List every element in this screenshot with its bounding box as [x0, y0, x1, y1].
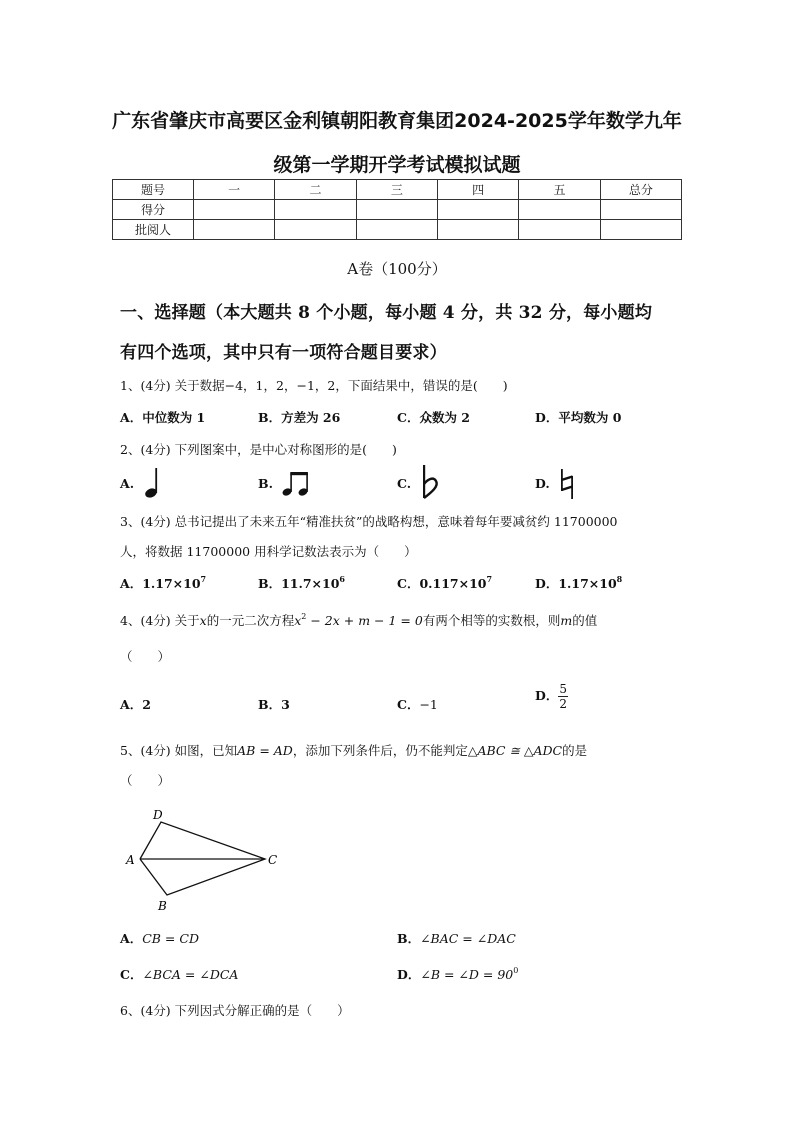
vertex-label-d: D	[153, 808, 163, 822]
math-expression: x	[294, 613, 302, 628]
score-cell	[275, 200, 356, 220]
score-cell	[275, 220, 356, 240]
score-cell	[194, 200, 275, 220]
stem-text: 的是	[562, 743, 588, 758]
option-label: D．	[535, 576, 559, 591]
question-4-stem	[120, 611, 597, 629]
option-math: CB = CD	[142, 931, 199, 946]
q2-option-d[interactable]	[535, 476, 550, 491]
question-4-paren: （ ）	[120, 649, 171, 664]
math-expression: AB = AD	[237, 743, 293, 758]
question-5-paren: （ ）	[120, 773, 171, 788]
question-3-stem-line-1: 3、(4分) 总书记提出了未来五年“精准扶贫”的战略构想，意味着每年要减贫约 11700000	[120, 514, 618, 529]
score-row-label: 批阅人	[113, 220, 194, 240]
q3-option-c[interactable]	[397, 574, 492, 592]
q4-option-d[interactable]	[535, 682, 568, 711]
score-header-cell: 题号	[113, 180, 194, 200]
option-label: B．	[258, 576, 282, 591]
option-text: 1.17×10	[142, 576, 201, 591]
option-math: ∠BCA = ∠DCA	[142, 967, 239, 982]
option-label: B．	[397, 931, 421, 946]
q3-option-d[interactable]	[535, 574, 622, 592]
exponent: 7	[200, 574, 207, 584]
score-header-cell: 二	[275, 180, 356, 200]
section-1-heading-line-2: 有四个选项，其中只有一项符合题目要求）	[120, 343, 447, 363]
question-6-stem: 6、(4分) 下列因式分解正确的是（ ）	[120, 1003, 350, 1018]
stem-text: 的值	[572, 613, 598, 628]
option-label: C．	[397, 697, 420, 712]
score-cell	[437, 200, 518, 220]
q1-option-b[interactable]	[258, 408, 340, 426]
fraction-denominator: 2	[559, 697, 567, 711]
stem-text: ，添加下列条件后，仍不能判定	[292, 743, 468, 758]
score-cell	[519, 200, 600, 220]
stem-text: 4、(4分) 关于	[120, 613, 200, 628]
q4-option-b[interactable]	[258, 695, 290, 713]
option-label: A.	[120, 476, 135, 491]
option-label: D．	[535, 688, 559, 703]
option-label: A．	[120, 576, 143, 591]
score-cell	[519, 220, 600, 240]
q2-option-b[interactable]	[258, 476, 273, 491]
score-table-header-row	[113, 180, 682, 200]
option-label: C．	[120, 967, 143, 982]
q1-option-a[interactable]	[120, 408, 205, 426]
math-variable: m	[560, 613, 573, 628]
exponent: 8	[616, 574, 623, 584]
score-cell	[600, 220, 681, 240]
option-label: A．	[120, 931, 143, 946]
q5-option-b[interactable]	[397, 929, 516, 947]
triangle-figure	[120, 800, 290, 915]
math-expression: △ABC ≅ △ADC	[467, 743, 563, 758]
exponent: 0	[513, 966, 519, 975]
option-text: 3	[281, 697, 290, 712]
question-5-stem	[120, 741, 587, 759]
option-label: B．	[258, 410, 282, 425]
option-text: 2	[142, 697, 151, 712]
question-2-stem: 2、(4分) 下列图案中，是中心对称图形的是( )	[120, 442, 397, 457]
score-row-label: 得分	[113, 200, 194, 220]
option-math: ∠B = ∠D = 90	[420, 967, 514, 982]
option-label: B．	[258, 697, 282, 712]
fraction	[558, 682, 568, 711]
option-text: 方差为 26	[281, 410, 341, 425]
score-table-row	[113, 200, 682, 220]
question-3-stem-line-2: 人，将数据 11700000 用科学记数法表示为（ ）	[120, 544, 417, 559]
score-header-cell: 三	[356, 180, 437, 200]
q5-option-d[interactable]	[397, 965, 518, 983]
option-text: 众数为 2	[419, 410, 471, 425]
natural-sign-icon	[558, 468, 578, 500]
option-label: C．	[397, 410, 420, 425]
q1-option-d[interactable]	[535, 408, 621, 426]
score-header-cell: 五	[519, 180, 600, 200]
math-variable: x	[199, 613, 207, 628]
flat-sign-icon	[418, 464, 442, 500]
stem-text: 5、(4分) 如图，已知	[120, 743, 238, 758]
score-cell	[600, 200, 681, 220]
q3-option-b[interactable]	[258, 574, 345, 592]
option-label: D.	[535, 476, 550, 491]
exponent: 6	[339, 574, 345, 584]
title-line-2: 级第一学期开学考试模拟试题	[273, 154, 521, 176]
score-cell	[194, 220, 275, 240]
stem-text: 有两个相等的实数根，则	[422, 613, 561, 628]
option-label: D．	[535, 410, 559, 425]
question-1-stem: 1、(4分) 关于数据−4，1，2，−1，2，下面结果中，错误的是( )	[120, 378, 508, 393]
option-label: B.	[258, 476, 273, 491]
section-1-heading-line-1: 一、选择题（本大题共 8 个小题，每小题 4 分，共 32 分，每小题均	[120, 303, 653, 323]
score-cell	[356, 200, 437, 220]
option-label: D．	[397, 967, 421, 982]
option-label: A．	[120, 697, 143, 712]
score-cell	[356, 220, 437, 240]
vertex-label-a: A	[126, 853, 135, 867]
section-a-heading: A卷（100分）	[347, 260, 447, 278]
option-label: C.	[397, 476, 412, 491]
beamed-eighth-notes-icon	[281, 470, 311, 498]
score-cell	[437, 220, 518, 240]
quarter-note-icon	[143, 466, 165, 500]
score-table-row	[113, 220, 682, 240]
score-header-cell: 一	[194, 180, 275, 200]
option-text: 0.117×10	[419, 576, 487, 591]
score-header-cell: 四	[437, 180, 518, 200]
option-label: C．	[397, 576, 420, 591]
exponent: 2	[301, 612, 307, 621]
option-text: −1	[419, 697, 438, 712]
q4-option-a[interactable]	[120, 695, 151, 713]
option-text: 1.17×10	[558, 576, 617, 591]
q2-option-c[interactable]	[397, 476, 411, 491]
title-line-1: 广东省肇庆市高要区金利镇朝阳教育集团2024-2025学年数学九年	[112, 110, 682, 132]
q3-option-a[interactable]	[120, 574, 206, 592]
option-text: 平均数为 0	[558, 410, 622, 425]
score-table	[112, 179, 682, 240]
option-text: 11.7×10	[281, 576, 340, 591]
q2-option-a[interactable]	[120, 476, 134, 491]
q4-option-c[interactable]	[397, 695, 438, 713]
score-header-cell: 总分	[600, 180, 681, 200]
q5-option-c[interactable]	[120, 965, 238, 983]
exponent: 7	[486, 574, 493, 584]
math-expression: − 2x + m − 1 = 0	[306, 613, 423, 628]
vertex-label-b: B	[158, 899, 167, 913]
q1-option-c[interactable]	[397, 408, 470, 426]
stem-text: 的一元二次方程	[206, 613, 295, 628]
fraction-numerator: 5	[559, 682, 567, 696]
q5-option-a[interactable]	[120, 929, 199, 947]
option-label: A．	[120, 410, 143, 425]
option-math: ∠BAC = ∠DAC	[420, 931, 516, 946]
option-text: 中位数为 1	[142, 410, 206, 425]
vertex-label-c: C	[268, 853, 278, 867]
